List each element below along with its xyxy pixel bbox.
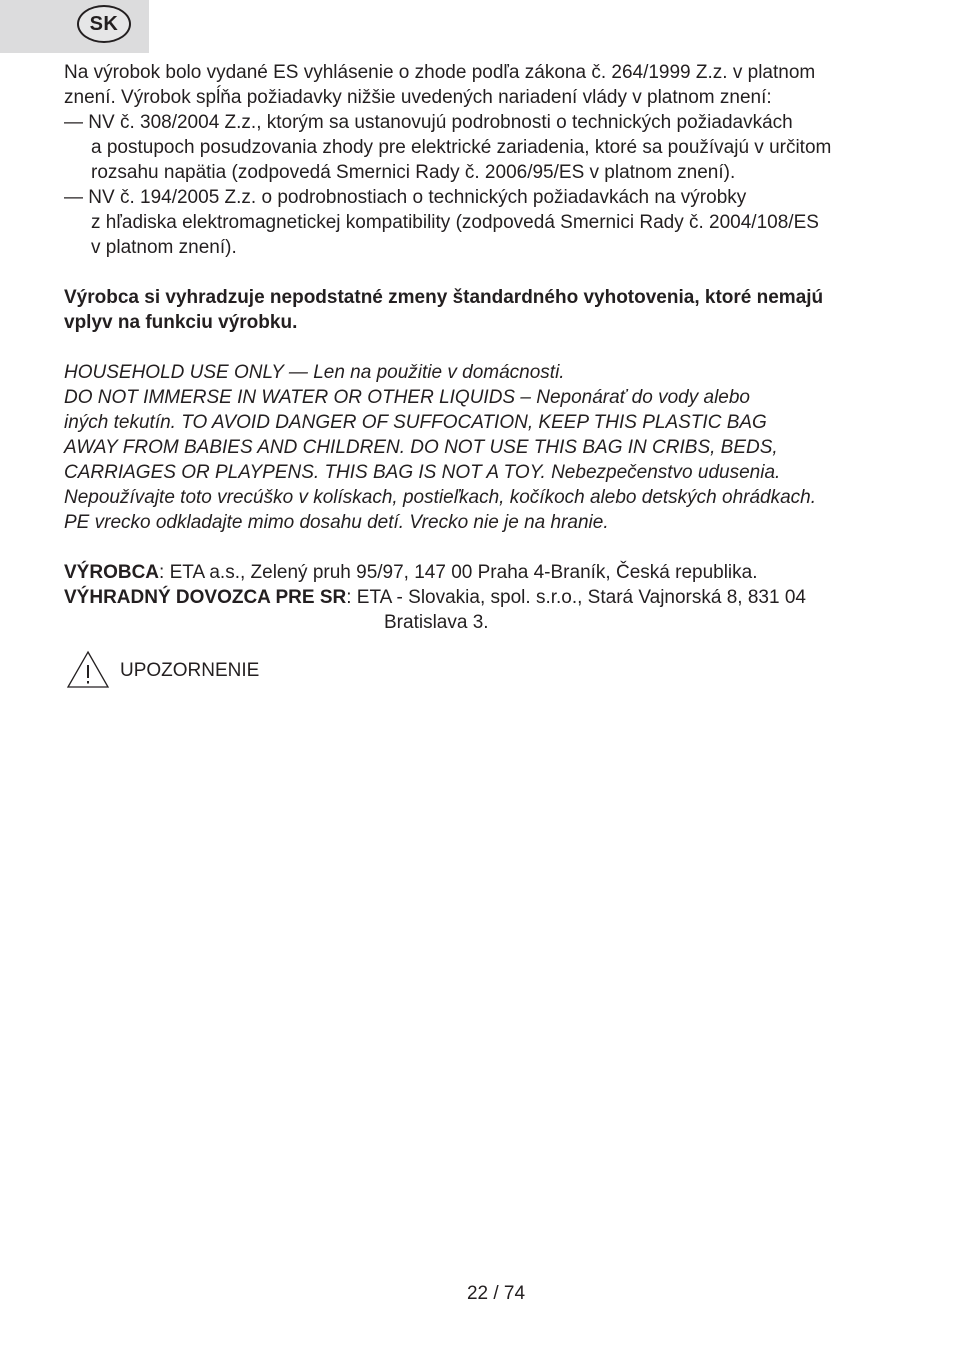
importer-line [64, 585, 904, 610]
regulation-item-1-line-1: — NV č. 308/2004 Z.z., ktorým sa ustanovujú podrobnosti o technických požiadavkách [64, 112, 793, 133]
manufacturer-label: VÝROBCA [64, 562, 160, 583]
notice-line-2: vplyv na funkciu výrobku. [64, 312, 298, 333]
safety-line-5: CARRIAGES OR PLAYPENS. THIS BAG IS NOT A TOY. Nebezpečenstvo udusenia. [64, 462, 781, 483]
page-number: 22 / 74 [466, 1283, 526, 1304]
safety-line-7: PE vrecko odkladajte mimo dosahu detí. Vrecko nie je na hranie. [64, 512, 609, 533]
warning-label: UPOZORNENIE [120, 659, 260, 681]
safety-line-6: Nepoužívajte toto vrecúško v kolískach, postieľkach, kočíkoch alebo detských ohrádkach. [64, 487, 817, 508]
regulation-item-1-line-3: rozsahu napätia (zodpovedá Smernici Rady č. 2006/95/ES v platnom znení). [91, 162, 736, 183]
safety-line-1: HOUSEHOLD USE ONLY — Len na použitie v domácnosti. [64, 362, 565, 383]
language-tab [0, 0, 149, 53]
safety-line-2: DO NOT IMMERSE IN WATER OR OTHER LIQUIDS – Neponárať do vody alebo [64, 387, 750, 408]
importer-city: Bratislava 3. [384, 612, 489, 633]
manufacturer-address: : ETA a.s., Zelený pruh 95/97, 147 00 Praha 4-Braník, Česká republika. [159, 562, 758, 583]
importer-label: VÝHRADNÝ DOVOZCA PRE SR [64, 587, 347, 608]
notice-line-1: Výrobca si vyhradzuje nepodstatné zmeny štandardného vyhotovenia, ktoré nemajú [64, 287, 824, 308]
regulation-item-2-line-2: z hľadiska elektromagnetickej kompatibility (zodpovedá Smernici Rady č. 2004/108/ES [91, 212, 819, 233]
declaration-intro-line-1: Na výrobok bolo vydané ES vyhlásenie o zhode podľa zákona č. 264/1999 Z.z. v platnom [64, 62, 816, 83]
page-content [64, 60, 904, 635]
importer-address: : ETA - Slovakia, spol. s.r.o., Stará Vajnorská 8, 831 04 [346, 587, 806, 608]
safety-line-4: AWAY FROM BABIES AND CHILDREN. DO NOT USE THIS BAG IN CRIBS, BEDS, [64, 437, 778, 458]
warning-notice [66, 650, 259, 690]
safety-line-3: iných tekutín. TO AVOID DANGER OF SUFFOCATION, KEEP THIS PLASTIC BAG [64, 412, 767, 433]
manufacturer-line [64, 560, 904, 585]
regulation-item-2-line-1: — NV č. 194/2005 Z.z. o podrobnostiach o technických požiadavkách na výrobky [64, 187, 747, 208]
regulation-item-2-line-3: v platnom znení). [91, 237, 237, 258]
declaration-intro-line-2: znení. Výrobok spĺňa požiadavky nižšie uvedených nariadení vlády v platnom znení: [64, 87, 772, 108]
regulation-item-1-line-2: a postupoch posudzovania zhody pre elektrické zariadenia, ktoré sa používajú v určitom [91, 137, 832, 158]
language-badge: SK [77, 5, 131, 43]
warning-triangle-icon [66, 650, 110, 690]
